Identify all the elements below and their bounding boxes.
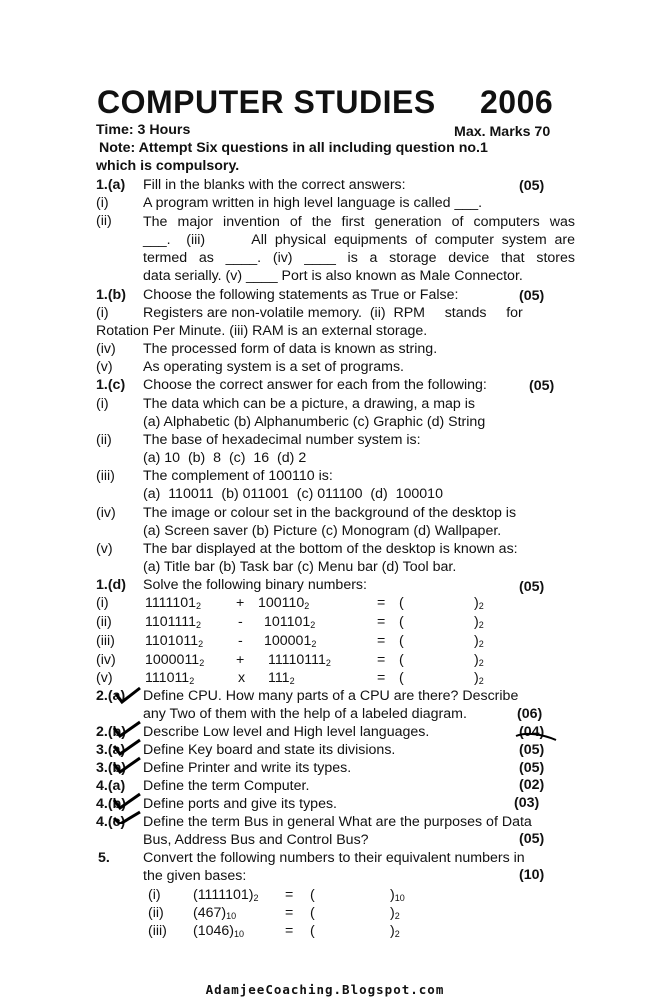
bin-equals: = [377, 670, 386, 686]
conv-close-paren: )$_{10}$ [390, 887, 405, 903]
bin-equals: = [377, 652, 386, 668]
bin-operand-b: $11110111_2$ [268, 652, 331, 668]
bin-operand-a: $1101011_2$ [145, 633, 204, 649]
q1c-iv-question: The image or colour set in the background of the desktop is [143, 505, 517, 521]
q2a-marks: (06) [517, 706, 543, 722]
q4b-marks: (03) [514, 795, 540, 811]
q1b-text: Choose the following statements as True or False: [143, 287, 459, 303]
tick-mark [116, 688, 140, 702]
q1c-v-options: (a) Title bar (b) Task bar (c) Menu bar (d) Tool bar. [143, 559, 457, 575]
bin-operand-a: $1111101_2$ [145, 595, 202, 611]
bin-equals: = [377, 595, 386, 611]
tick-mark [114, 794, 140, 808]
q1b-v-number: (v) [96, 359, 113, 375]
q4c-marks: (05) [519, 831, 545, 847]
conv-close-paren: )$_2$ [390, 923, 400, 939]
title-year: 2006 [480, 84, 554, 120]
bin-operand-b: $111_2$ [268, 670, 295, 686]
bin-operand-b: $100001_2$ [264, 633, 317, 649]
q3a-marks: (05) [519, 742, 545, 758]
q1d-marks: (05) [519, 579, 545, 595]
time-label: Time: 3 Hours [96, 122, 191, 138]
q5-line-1: Convert the following numbers to their equivalent numbers in [143, 850, 525, 866]
footer-url: AdamjeeCoaching.Blogspot.com [205, 982, 445, 997]
q1c-iii-number: (iii) [96, 468, 115, 484]
q1a-i-text: A program written in high level language is called ___. [143, 195, 483, 211]
bin-operator: + [236, 595, 245, 611]
conv-row-number: (ii) [148, 905, 164, 921]
q2b-number: 2.(b) [96, 724, 126, 740]
q2a-line-1: Define CPU. How many parts of a CPU are there? Describe [143, 688, 519, 704]
q1c-ii-question: The base of hexadecimal number system is: [143, 432, 421, 448]
bin-open-paren: ( [399, 670, 404, 686]
q4c-number: 4.(c) [96, 814, 126, 830]
q4c-line-2: Bus, Address Bus and Control Bus? [143, 832, 369, 848]
q1a-ii-line-2: ___. (iii) All physical equipments of computer system are [143, 232, 575, 248]
bin-row-number: (v) [96, 670, 113, 686]
bin-close-paren: )$_2$ [474, 633, 484, 649]
q3a-number: 3.(a) [96, 742, 126, 758]
q1b-iv-number: (iv) [96, 341, 116, 357]
q1c-i-number: (i) [96, 396, 109, 412]
note-line-2: which is compulsory. [96, 158, 240, 174]
bin-close-paren: )$_2$ [474, 652, 484, 668]
bin-equals: = [377, 614, 386, 630]
bin-close-paren: )$_2$ [474, 614, 484, 630]
q1b-i-line-1: Registers are non-volatile memory. (ii) RPM stands for [143, 305, 523, 321]
conv-value: $(1046)_{10}$ [193, 923, 245, 939]
conv-equals: = [285, 887, 294, 903]
q1a-number: 1.(a) [96, 177, 126, 193]
bin-row-number: (ii) [96, 614, 112, 630]
bin-close-paren: )$_2$ [474, 595, 484, 611]
q1a-ii-line-4: data serially. (v) ____ Port is also known as Male Connector. [143, 268, 523, 284]
q1a-marks: (05) [519, 178, 545, 194]
conv-open-paren: ( [310, 905, 315, 921]
title-text: COMPUTER STUDIES [97, 84, 436, 120]
conv-open-paren: ( [310, 887, 315, 903]
bin-open-paren: ( [399, 614, 404, 630]
q3a-text: Define Key board and state its divisions. [143, 742, 396, 758]
q4a-number: 4.(a) [96, 778, 126, 794]
q1d-number: 1.(d) [96, 577, 126, 593]
q2a-line-2: any Two of them with the help of a labeled diagram. [143, 706, 467, 722]
bin-operand-b: $100110_2$ [258, 595, 310, 611]
q1b-iv-text: The processed form of data is known as string. [143, 341, 438, 357]
q5-marks: (10) [519, 867, 545, 883]
conv-row-number: (i) [148, 887, 161, 903]
conv-value: $(467)_{10}$ [193, 905, 237, 921]
q1b-i-line-2: Rotation Per Minute. (iii) RAM is an external storage. [96, 323, 428, 339]
conv-equals: = [285, 905, 294, 921]
conv-value: $(1111101)_2$ [193, 887, 259, 903]
q2a-number: 2.(a) [96, 688, 126, 704]
q4b-text: Define ports and give its types. [143, 796, 337, 812]
q1c-ii-options: (a) 10 (b) 8 (c) 16 (d) 2 [143, 450, 307, 466]
q4b-number: 4.(b) [96, 796, 126, 812]
q1c-text: Choose the correct answer for each from the following: [143, 377, 487, 393]
bin-operator: x [238, 670, 246, 686]
q1a-ii-line-3: termed as ____. (iv) ____ is a storage device that stores [143, 250, 575, 266]
bin-operand-a: $111011_2$ [145, 670, 195, 686]
max-marks-label: Max. Marks 70 [454, 124, 551, 140]
q1d-text: Solve the following binary numbers: [143, 577, 367, 593]
q1a-ii-number: (ii) [96, 213, 112, 229]
handwritten-tick-marks [110, 684, 160, 824]
q1b-v-text: As operating system is a set of programs. [143, 359, 405, 375]
q3b-text: Define Printer and write its types. [143, 760, 352, 776]
q4a-text: Define the term Computer. [143, 778, 310, 794]
q1c-v-number: (v) [96, 541, 113, 557]
q5-line-2: the given bases: [143, 868, 247, 884]
bin-close-paren: )$_2$ [474, 670, 484, 686]
q4a-marks: (02) [519, 777, 545, 793]
q2b-marks: (04) [519, 724, 545, 740]
bin-equals: = [377, 633, 386, 649]
bin-row-number: (i) [96, 595, 109, 611]
conv-open-paren: ( [310, 923, 315, 939]
q1c-v-question: The bar displayed at the bottom of the desktop is known as: [143, 541, 518, 557]
q1a-i-number: (i) [96, 195, 109, 211]
conv-close-paren: )$_2$ [390, 905, 400, 921]
q1a-ii-line-1: The major invention of the first generation of computers was [143, 214, 575, 230]
page-title [97, 84, 567, 121]
q1c-i-options: (a) Alphabetic (b) Alphanumberic (c) Graphic (d) String [143, 414, 486, 430]
bin-operand-a: $1101111_2$ [145, 614, 202, 630]
q4c-line-1: Define the term Bus in general What are the purposes of Data [143, 814, 532, 830]
q1c-number: 1.(c) [96, 377, 126, 393]
conv-equals: = [285, 923, 294, 939]
q1c-marks: (05) [529, 378, 555, 394]
bin-operand-a: $1000011_2$ [145, 652, 205, 668]
q1c-iv-number: (iv) [96, 505, 116, 521]
note-line-1: Note: Attempt Six questions in all including question no.1 [99, 140, 488, 156]
q1c-i-question: The data which can be a picture, a drawing, a map is [143, 396, 476, 412]
q3b-marks: (05) [519, 760, 545, 776]
q1c-iii-question: The complement of 100110 is: [143, 468, 333, 484]
bin-operator: + [236, 652, 245, 668]
bin-operand-b: $101101_2$ [264, 614, 316, 630]
tick-mark [114, 722, 140, 736]
q5-number: 5. [98, 850, 110, 866]
bin-operator: - [238, 614, 243, 630]
tick-mark [114, 758, 140, 772]
scribble-stroke [516, 734, 556, 740]
q2b-text: Describe Low level and High level languages. [143, 724, 430, 740]
q1c-iv-options: (a) Screen saver (b) Picture (c) Monogram (d) Wallpaper. [143, 523, 502, 539]
q1c-iii-options: (a) 110011 (b) 011001 (c) 011100 (d) 100010 [143, 486, 443, 502]
marks-scribble [512, 722, 562, 742]
bin-open-paren: ( [399, 652, 404, 668]
q1a-text: Fill in the blanks with the correct answers: [143, 177, 406, 193]
bin-open-paren: ( [399, 633, 404, 649]
bin-operator: - [238, 633, 243, 649]
q1b-number: 1.(b) [96, 287, 126, 303]
bin-row-number: (iv) [96, 652, 116, 668]
bin-open-paren: ( [399, 595, 404, 611]
tick-mark [114, 812, 140, 824]
tick-mark [114, 740, 140, 754]
q1b-marks: (05) [519, 288, 545, 304]
q1b-i-number: (i) [96, 305, 109, 321]
q3b-number: 3.(b) [96, 760, 126, 776]
bin-row-number: (iii) [96, 633, 115, 649]
conv-row-number: (iii) [148, 923, 167, 939]
q1c-ii-number: (ii) [96, 432, 112, 448]
